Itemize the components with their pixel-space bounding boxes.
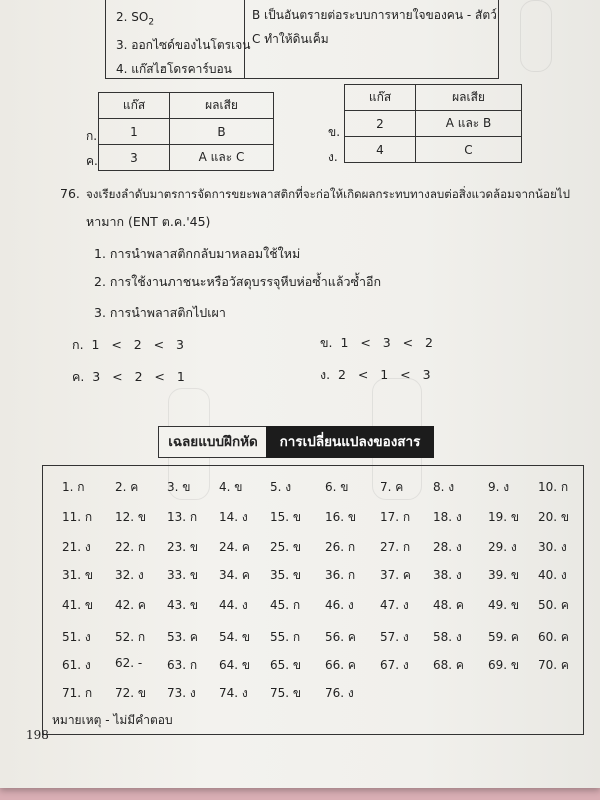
choice-b-text: 1 < 3 < 2	[340, 335, 433, 350]
table-left	[98, 92, 274, 171]
table-left-cell: 3	[99, 145, 170, 171]
answer-cell: 20. ข	[538, 510, 570, 524]
answer-cell: 11. ก	[62, 510, 93, 524]
page-number: 198	[26, 728, 49, 742]
answer-cell: 6. ข	[325, 480, 349, 494]
table-right-cell: 4	[345, 137, 416, 163]
answer-cell: 45. ก	[270, 598, 301, 612]
ghost-tube	[520, 0, 552, 72]
answer-cell: 48. ค	[433, 598, 464, 612]
answer-cell: 47. ง	[380, 598, 409, 612]
table-right-cell: 2	[345, 111, 416, 137]
note-no-answer: หมายเหตุ - ไม่มีคำตอบ	[52, 713, 173, 727]
answer-cell: 18. ง	[433, 510, 462, 524]
answer-cell: 17. ก	[380, 510, 411, 524]
answer-cell: 60. ค	[538, 630, 569, 644]
answer-cell: 16. ข	[325, 510, 357, 524]
choice-a-label: ก.	[72, 337, 84, 352]
answer-cell: 43. ข	[167, 598, 199, 612]
table-right-header-effect: ผลเสีย	[416, 85, 522, 111]
table-right-row-1-label: ข.	[328, 125, 341, 139]
matching-effect-c: C ทำให้ดินเค็ม	[252, 32, 329, 46]
answer-cell: 38. ง	[433, 568, 462, 582]
answer-cell: 5. ง	[270, 480, 292, 494]
choice-d-text: 2 < 1 < 3	[338, 367, 431, 382]
answer-cell: 74. ง	[219, 686, 248, 700]
answer-cell: 35. ข	[270, 568, 302, 582]
so2-subscript: 2	[148, 17, 155, 28]
table-left-row-1-label: ก.	[86, 129, 98, 143]
matching-box	[105, 0, 499, 79]
answer-cell: 27. ก	[380, 540, 411, 554]
answer-cell: 46. ง	[325, 598, 354, 612]
choice-c-label: ค.	[72, 369, 85, 384]
answer-cell: 3. ข	[167, 480, 191, 494]
answer-cell: 39. ข	[488, 568, 520, 582]
answer-cell: 36. ก	[325, 568, 356, 582]
answer-cell: 4. ข	[219, 480, 243, 494]
answer-cell: 67. ง	[380, 658, 409, 672]
answer-cell: 32. ง	[115, 568, 144, 582]
table-right	[344, 84, 522, 163]
table-right-cell: A และ B	[416, 111, 522, 137]
answer-cell: 51. ง	[62, 630, 91, 644]
answer-cell: 55. ก	[270, 630, 301, 644]
answer-cell: 37. ค	[380, 568, 411, 582]
answer-cell: 57. ง	[380, 630, 409, 644]
matching-effect-b: B เป็นอันตรายต่อระบบการหายใจของคน - สัตว์	[252, 8, 497, 22]
answer-cell: 50. ค	[538, 598, 569, 612]
answer-cell: 70. ค	[538, 658, 569, 672]
answer-cell: 23. ข	[167, 540, 199, 554]
question-text-line-1: จงเรียงลำดับมาตรการจัดการขยะพลาสติกที่จะก่อให้เกิดผลกระทบทางลบต่อสิ่งแวดล้อมจากน้อยไป	[86, 187, 570, 201]
answer-cell: 73. ง	[167, 686, 196, 700]
matching-item-so2	[116, 10, 154, 27]
question-text-line-2: หามาก (ENT ต.ค.'45)	[86, 214, 211, 229]
answer-cell: 44. ง	[219, 598, 248, 612]
answer-cell: 7. ค	[380, 480, 404, 494]
answer-cell: 19. ข	[488, 510, 520, 524]
answer-key-title: เฉลยแบบฝึกหัด	[158, 426, 268, 458]
question-item-2: 2. การใช้งานภาชนะหรือวัสดุบรรจุหีบห่อซ้ำแล้วซ้ำอีก	[94, 274, 382, 289]
matching-item-so2-text: 2. SO	[116, 10, 149, 24]
answer-cell: 59. ค	[488, 630, 519, 644]
choice-d	[320, 365, 431, 385]
answer-cell: 61. ง	[62, 658, 91, 672]
answer-cell: 62. -	[115, 656, 143, 670]
answer-cell: 54. ข	[219, 630, 251, 644]
table-right-header-gas: แก๊ส	[345, 85, 416, 111]
answer-key-topic: การเปลี่ยนแปลงของสาร	[266, 426, 434, 458]
answer-cell: 12. ข	[115, 510, 147, 524]
choice-a	[72, 335, 184, 355]
answer-cell: 31. ข	[62, 568, 94, 582]
answer-cell: 33. ข	[167, 568, 199, 582]
answer-cell: 68. ค	[433, 658, 464, 672]
answer-cell: 66. ค	[325, 658, 356, 672]
choice-c	[72, 367, 185, 387]
answer-cell: 13. ก	[167, 510, 198, 524]
answer-cell: 40. ง	[538, 568, 567, 582]
question-number: 76.	[60, 186, 80, 201]
answer-cell: 65. ข	[270, 658, 302, 672]
answer-cell: 15. ข	[270, 510, 302, 524]
answer-cell: 41. ข	[62, 598, 94, 612]
answer-cell: 72. ข	[115, 686, 147, 700]
choice-a-text: 1 < 2 < 3	[91, 337, 184, 352]
answer-cell: 53. ค	[167, 630, 198, 644]
table-right-cell: C	[416, 137, 522, 163]
answer-cell: 49. ข	[488, 598, 520, 612]
answer-cell: 34. ค	[219, 568, 250, 582]
choice-b-label: ข.	[320, 335, 333, 350]
answer-cell: 22. ก	[115, 540, 146, 554]
table-left-cell: A และ C	[170, 145, 274, 171]
answer-cell: 52. ก	[115, 630, 146, 644]
choice-c-text: 3 < 2 < 1	[92, 369, 185, 384]
table-left-cell: 1	[99, 119, 170, 145]
answer-cell: 1. ก	[62, 480, 85, 494]
answer-cell: 8. ง	[433, 480, 455, 494]
answer-cell: 10. ก	[538, 480, 569, 494]
answer-cell: 76. ง	[325, 686, 354, 700]
table-left-cell: B	[170, 119, 274, 145]
table-left-header-effect: ผลเสีย	[170, 93, 274, 119]
answer-cell: 30. ง	[538, 540, 567, 554]
choice-b	[320, 333, 433, 353]
choice-d-label: ง.	[320, 367, 331, 382]
answer-cell: 9. ง	[488, 480, 510, 494]
answer-cell: 75. ข	[270, 686, 302, 700]
table-left-header-gas: แก๊ส	[99, 93, 170, 119]
answer-cell: 29. ง	[488, 540, 517, 554]
answer-cell: 25. ข	[270, 540, 302, 554]
answer-cell: 2. ค	[115, 480, 139, 494]
answer-cell: 21. ง	[62, 540, 91, 554]
table-right-row-2-label: ง.	[328, 150, 338, 164]
answer-cell: 14. ง	[219, 510, 248, 524]
answer-cell: 69. ข	[488, 658, 520, 672]
answer-cell: 58. ง	[433, 630, 462, 644]
matching-item-nox: 3. ออกไซด์ของไนโตรเจน	[116, 38, 251, 52]
answer-cell: 28. ง	[433, 540, 462, 554]
answer-cell: 64. ข	[219, 658, 251, 672]
answer-cell: 24. ค	[219, 540, 250, 554]
table-left-row-2-label: ค.	[86, 154, 98, 168]
answer-cell: 26. ก	[325, 540, 356, 554]
question-item-3: 3. การนำพลาสติกไปเผา	[94, 305, 226, 320]
answer-cell: 56. ค	[325, 630, 356, 644]
answer-cell: 63. ก	[167, 658, 198, 672]
answer-cell: 71. ก	[62, 686, 93, 700]
question-item-1: 1. การนำพลาสติกกลับมาหลอมใช้ใหม่	[94, 246, 301, 261]
matching-item-hydrocarbon: 4. แก๊สไฮโดรคาร์บอน	[116, 62, 232, 76]
answer-cell: 42. ค	[115, 598, 146, 612]
